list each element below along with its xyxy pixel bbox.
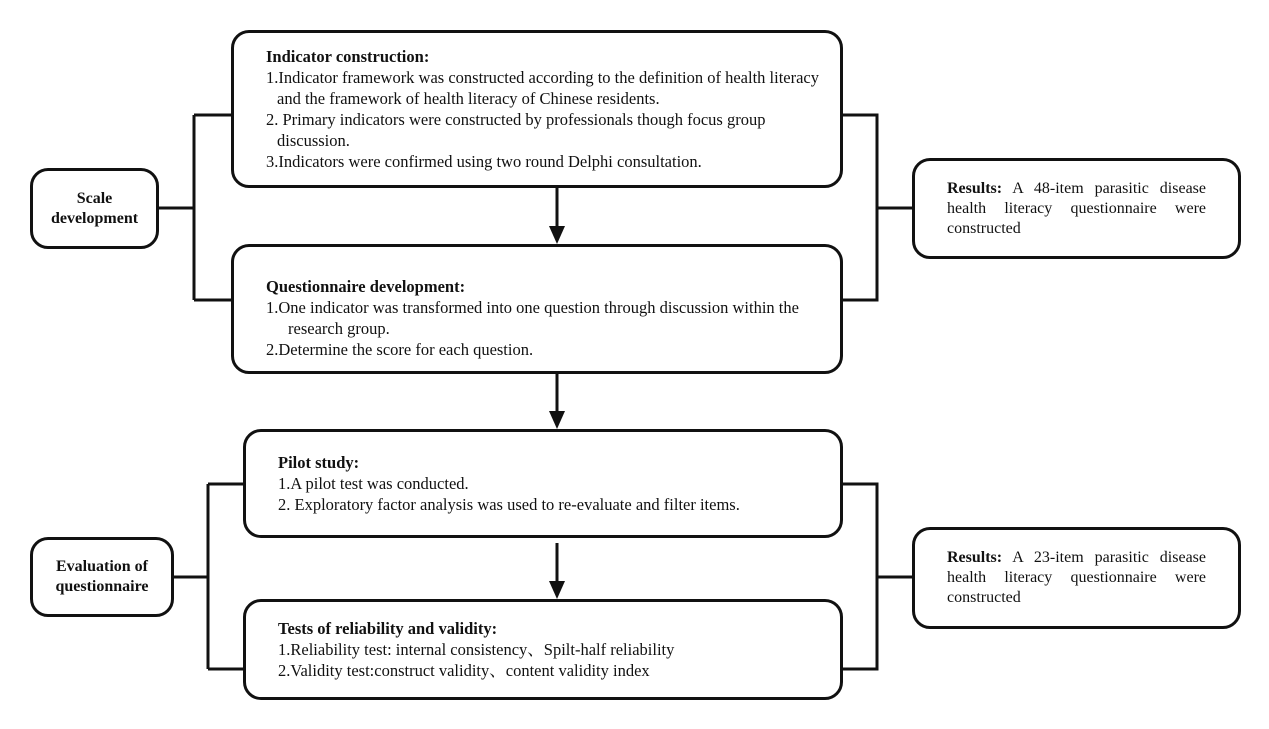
- result-23-item: [912, 527, 1241, 629]
- step-item: 1.Reliability test: internal consistency、Spilt-half reliability: [278, 640, 675, 659]
- step-item: 3.Indicators were confirmed using two round Delphi consultation.: [266, 152, 702, 171]
- phase-scale-development: [30, 168, 159, 249]
- result-text: A 48-item parasitic disease health literacy questionnaire were constructed: [947, 179, 1206, 237]
- step-item: 1.One indicator was transformed into one question through discussion within the research group.: [266, 298, 799, 338]
- result-prefix: Results:: [947, 549, 1003, 566]
- step-title: Indicator construction:: [266, 47, 430, 66]
- step-item: 2. Primary indicators were constructed by professionals though focus group discussion.: [266, 110, 766, 150]
- step-item: 2.Determine the score for each question.: [266, 340, 534, 359]
- bracket-scale-right: [842, 115, 913, 300]
- bracket-scale-left: [158, 115, 232, 300]
- arrowhead-3: [549, 581, 565, 599]
- result-prefix: Results:: [947, 179, 1003, 197]
- phase-label-line: questionnaire: [55, 578, 149, 595]
- step-title: Tests of reliability and validity:: [278, 619, 498, 638]
- bracket-eval-right: [842, 484, 913, 669]
- step-item: 1.Indicator framework was constructed according to the definition of health literacy and the framework of health literacy of Chinese residents.: [266, 68, 819, 108]
- step-indicator-construction: [231, 30, 843, 188]
- phase-label-line: Scale: [76, 189, 113, 207]
- phase-label-line: development: [50, 209, 139, 227]
- step-pilot-study: [243, 429, 843, 538]
- arrowhead-1: [549, 226, 565, 244]
- step-title: Questionnaire development:: [266, 277, 466, 296]
- step-item: 2. Exploratory factor analysis was used to re-evaluate and filter items.: [278, 495, 740, 514]
- step-item: 1.A pilot test was conducted.: [278, 474, 469, 493]
- step-tests-of-reliability-and-validity: [243, 599, 843, 700]
- result-text: A 23-item parasitic disease health literacy questionnaire were constructed: [947, 549, 1206, 606]
- arrowhead-2: [549, 411, 565, 429]
- step-item: 2.Validity test:construct validity、content validity index: [278, 661, 650, 680]
- step-title: Pilot study:: [278, 453, 360, 472]
- phase-evaluation-of-questionnaire: [30, 537, 174, 617]
- phase-label-line: Evaluation of: [55, 558, 148, 575]
- step-questionnaire-development: [231, 244, 843, 374]
- bracket-eval-left: [173, 484, 244, 669]
- result-48-item: [912, 158, 1241, 259]
